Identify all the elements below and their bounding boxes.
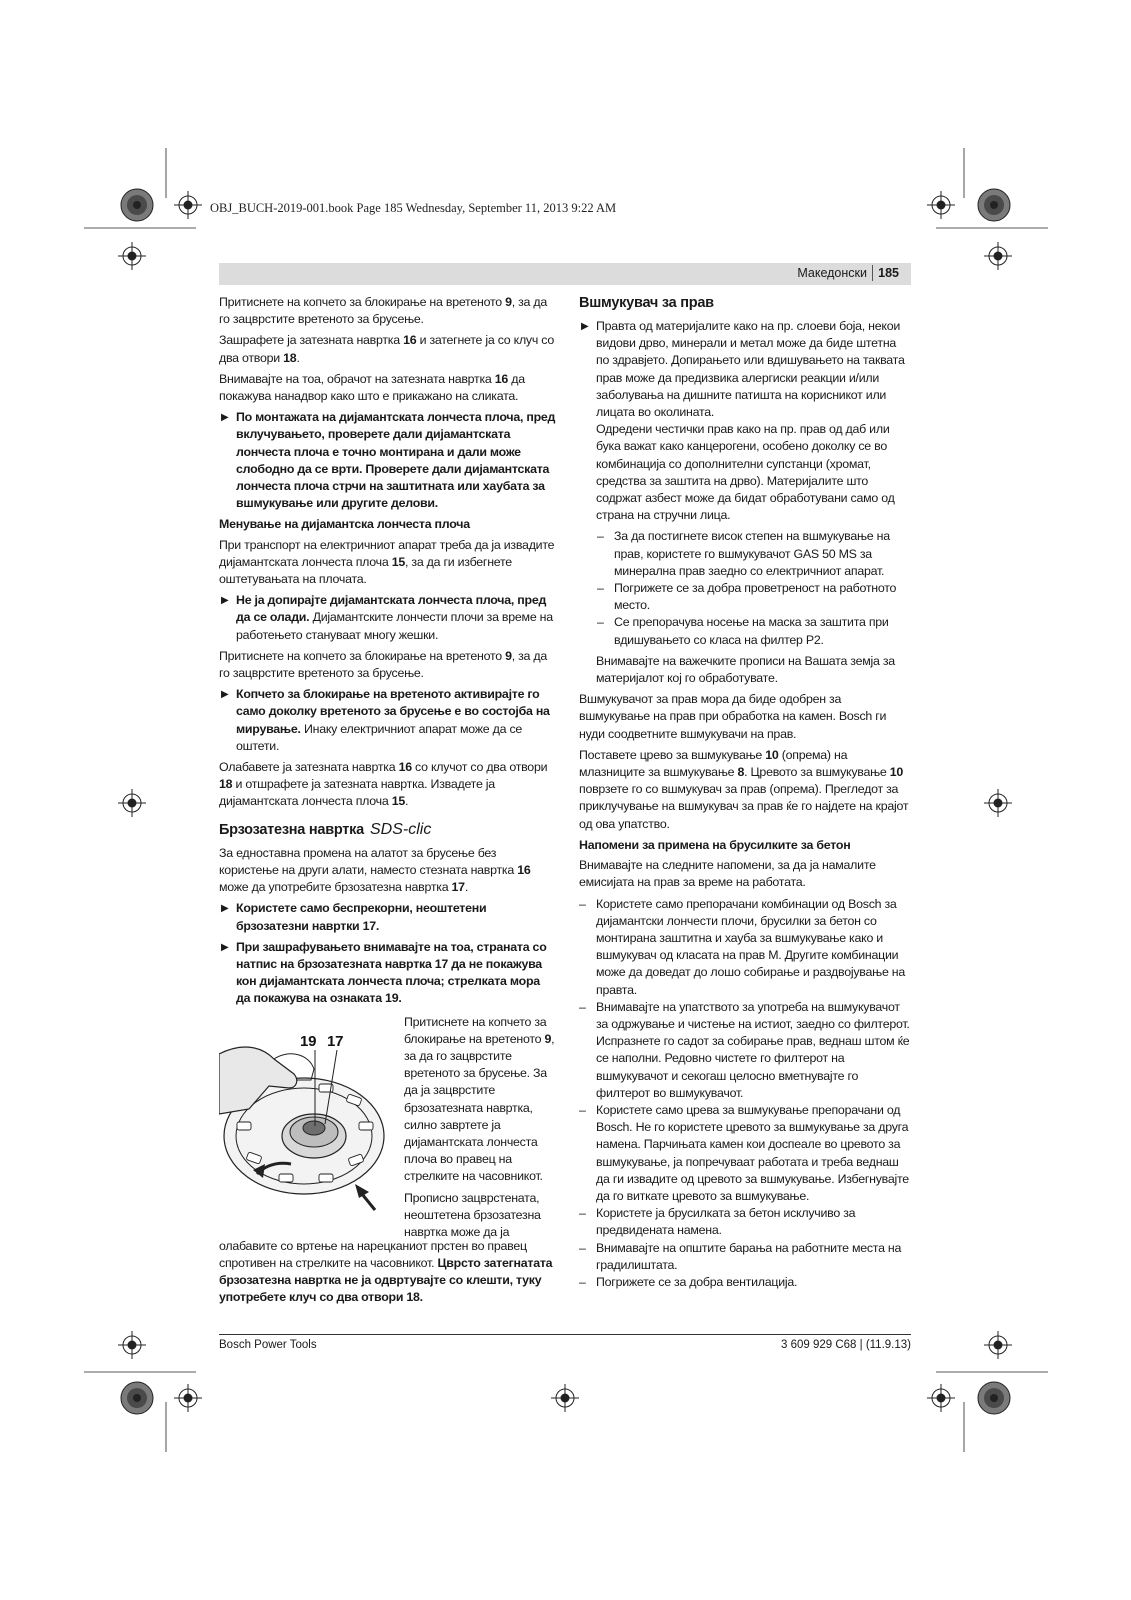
warning-item: ▶ Копчето за блокирање на вретеното активирајте го само доколку вретеното за брусење е во состојба на мирување. Инаку електричниот апарат може да се оштети. (221, 687, 550, 753)
right-column (579, 294, 912, 1291)
paragraph: Поставете црево за вшмукување 10 (опрема) на млазниците за вшмукување 8. Цревото за вшмукување 10 поврзете го со вшмукувач за прав (опрема). Прегледот за приклучување на вшмукувач за прав ќе го најдете на крајот од ова упатство. (579, 747, 909, 831)
warning-item: ▶ Користете само беспрекорни, неоштетени брзозатезни навртки 17. (221, 901, 487, 933)
quick-clamp-nut-illustration (219, 1014, 389, 1214)
figure-label-19: 19 (300, 1032, 317, 1050)
paragraph: Притиснете на копчето за блокирање на вретеното 9, за да го зацврстите вретеното за брусење. (219, 295, 548, 327)
paragraph: Внимавајте на тоа, обрачот на затезната навртка 16 да покажува нанадвор како што е прикажано на сликата. (219, 371, 525, 404)
bullet-triangle-icon: ▶ (581, 321, 589, 332)
bullet-triangle-icon: ▶ (221, 903, 229, 915)
section-heading: Менување на дијамантска лончеста плоча (219, 517, 470, 532)
paragraph: Притиснете на копчето за блокирање на вретеното 9, за да го зацврстите вретеното за брусење. (219, 648, 548, 681)
warning-item: ▶ По монтажата на дијамантската лончеста плоча, пред вклучувањето, проверете дали дијамантската лончеста плоча е точно монтирана и дали може слободно да се врти. Проверете дали дијамантската лончеста плоча стрчи на заштитната или хаубата за вшмукување или другите делови. (221, 410, 556, 511)
left-column (219, 294, 557, 1310)
section-heading: Вшмукувач за прав (579, 295, 714, 311)
figure-block (219, 1014, 557, 1246)
registration-rosette-icon (121, 189, 153, 221)
paragraph: За едноставна промена на алатот за брусење без користење на други алати, наместо стезната навртка 16 може да употребите брзозатезна навртка 17. (219, 845, 531, 895)
registration-crosshair-icon (118, 1331, 146, 1359)
paragraph: Внимавајте на важечките прописи на Вашата земја за материјалот кој го обработувате. (596, 653, 895, 686)
paragraph: Зашрафете ја затезната навртка 16 и затегнете ја со клуч со два отвори 18. (219, 333, 554, 365)
registration-rosette-icon (978, 189, 1010, 221)
bullet-triangle-icon: ▶ (221, 412, 229, 424)
list-item: – Се препорачува носење на маска за заштита при вдишувањето со класа на филтер P2. (597, 615, 889, 647)
list-item: – Погрижете се за добра проветреност на работното место. (597, 581, 897, 613)
registration-crosshair-icon (984, 1331, 1012, 1359)
print-job-header: OBJ_BUCH-2019-001.book Page 185 Wednesday, September 11, 2013 9:22 AM (210, 201, 617, 215)
registration-crosshair-icon (551, 1384, 579, 1412)
paragraph: При транспорт на електричниот апарат треба да ја извадите дијамантската лончеста плоча 15, за да ги избегнете оштетувањата на плочата. (219, 537, 555, 587)
bullet-triangle-icon: ▶ (221, 689, 229, 701)
list-item: – Користете само црева за вшмукување препорачани од Bosch. Не го користете цревото за вшмукување за друга намена. Парчињата камен кои доспеале во цревото за вшмукување, ја попречуваат работата и треба веднаш да ги извадите од цревото за вшмукување. Избегнувајте да го виткате цревото за вшмукување. (579, 1102, 909, 1203)
figure-caption (404, 1014, 557, 1246)
page-header (219, 263, 911, 285)
registration-crosshair-icon (984, 242, 1012, 270)
bullet-triangle-icon: ▶ (221, 595, 229, 607)
paragraph: Одредени честички прав како на пр. прав од даб или бука важат како канцерогени, особено доколку се во комбинација со дополнителни супстанци (хромат, средства за заштита на дрво). Материјалите што содржат азбест може да бидат обработувани само од страна на стручни лица. (596, 422, 895, 523)
warning-item: ▶ Правта од материјалите како на пр. слоеви боја, некои видови дрво, минерали и метал може да биде штетна по здравјето. Допирањето или вдишувањето на таквата прав може да предизвика алергиски реакции и/или заболувања на дишните патишта на корисникот или лицата во околината. (581, 319, 905, 420)
registration-rosette-icon (121, 1382, 153, 1414)
list-item: – Користете ја брусилката за бетон исклучиво за предвидената намена. (579, 1206, 856, 1238)
list-item: – Внимавајте на упатството за употреба на вшмукувачот за одржување и чистење на истиот, заедно со филтерот. Испразнете го садот за собирање прав, веднаш штом ќе се наполни. Редовно чистете го филтерот на вшмукувачот и секогаш целосно вметнувајте го филтерот во вшмукувачот. (579, 999, 910, 1100)
registration-crosshair-icon (174, 191, 202, 219)
registration-crosshair-icon (118, 789, 146, 817)
registration-crosshair-icon (927, 1384, 955, 1412)
list-item: – Внимавајте на општите барања на работните места на градилиштата. (579, 1240, 902, 1272)
list-item: – За да постигнете висок степен на вшмукување на прав, користете го вшмукувачот GAS 50 MS за минерална прав заедно со електричниот апарат. (597, 529, 890, 578)
list-item: – Погрижете се за добра вентилација. (579, 1274, 798, 1289)
paragraph: Внимавајте на следните напомени, за да ја намалите емисијата на прав за време на работата. (579, 858, 876, 890)
paragraph: Притиснете на копчето за блокирање на вретеното 9, за да го зацврстите вретеното за брусење. За да ја зацврстите брзозатезната навртка, силно завртете ја дијамантската лончеста плоча во правец на стрелките на часовникот. (404, 1014, 555, 1184)
header-language: Македонски (797, 266, 867, 280)
warning-item: ▶ При зашрафувањето внимавајте на тоа, страната со натпис на брзозатезната навртка 17 да не покажува кон дијамантската лончеста плоча; стрелката мора да покажува на ознаката 19. (221, 939, 547, 1006)
registration-crosshair-icon (927, 191, 955, 219)
paragraph: Олабавете ја затезната навртка 16 со клучот со два отвори 18 и отшрафете ја затезната навртка. Извадете ја дијамантската лончеста плоча 15. (219, 760, 548, 809)
registration-crosshair-icon (118, 242, 146, 270)
paragraph: Прописно зацврстената, неоштетена брзозатезна навртка може да ја (404, 1190, 541, 1239)
section-heading: Брзозатезна навртка SDS-clic (219, 820, 432, 838)
footer-rule (219, 1334, 911, 1335)
paragraph: Вшмукувачот за прав мора да биде одобрен за вшмукување на прав при обработка на камен. Bosch ги нуди соодветните вшмукувачи на прав. (579, 692, 887, 741)
footer-brand: Bosch Power Tools (219, 1339, 317, 1351)
page-number: 185 (878, 266, 899, 280)
section-heading: Напомени за примена на брусилките за бетон (579, 837, 851, 852)
registration-crosshair-icon (174, 1384, 202, 1412)
paragraph: олабавите со вртење на нарецканиот прстен во правец спротивен на стрелките на часовникот. Цврсто затегнатата брзозатезна навртка не ја одвртувајте со клешти, туку употребете клуч со два отвори 18. (219, 1238, 553, 1305)
figure-label-17: 17 (327, 1032, 344, 1050)
list-item: – Користете само препорачани комбинации од Bosch за дијамантски лончести плочи, брусилки за бетон со монтирана заштитна и хауба за вшмукување како и вшмукувач од класата на прав M. Другите комбинации може да доведат до лошо собирање и раздвојување на правта. (579, 896, 906, 997)
registration-crosshair-icon (984, 789, 1012, 817)
bullet-triangle-icon: ▶ (221, 941, 229, 953)
warning-item: ▶ Не ја допирајте дијамантската лончеста плоча, пред да се олади. Дијамантските лончести плочи за време на работењето стануваат многу жешки. (221, 593, 553, 642)
registration-rosette-icon (978, 1382, 1010, 1414)
sds-clic-logo: SDS-clic (369, 820, 432, 838)
footer-doc-number: 3 609 929 C68 | (11.9.13) (780, 1339, 911, 1351)
header-divider (872, 265, 873, 281)
